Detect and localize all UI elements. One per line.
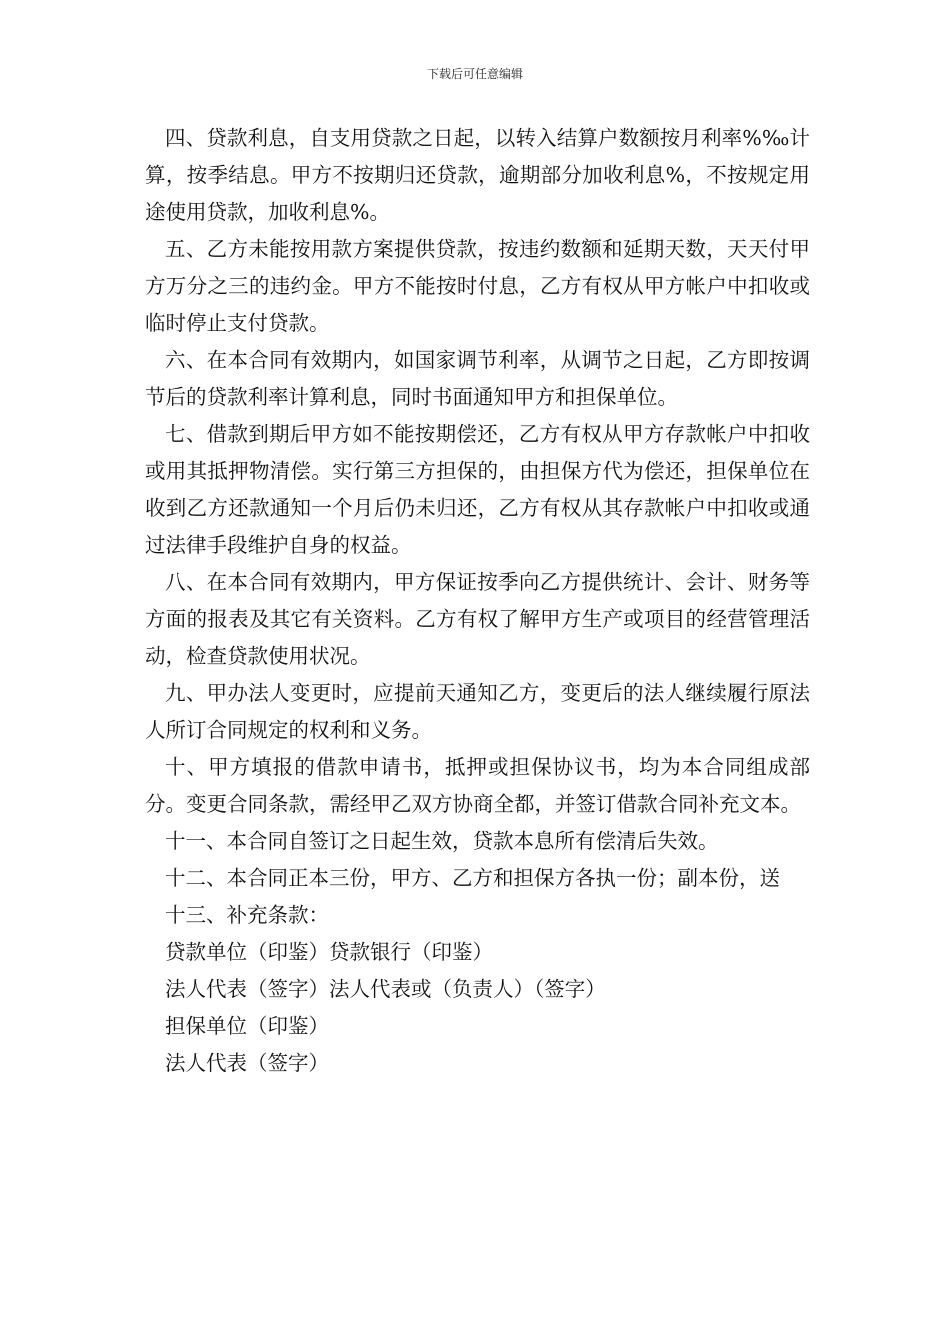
signature-line-representatives: 法人代表（签字）法人代表或（负责人）（签字）	[165, 977, 606, 1001]
page-header-note: 下载后可任意编辑	[426, 67, 523, 81]
signature-line-guarantor: 担保单位（印鉴）	[165, 1014, 329, 1038]
clause-12-copies: 十二、本合同正本三份，甲方、乙方和担保方各执一份；副本份，送	[165, 866, 780, 890]
clause-5-penalty: 五、乙方未能按用款方案提供贷款，按违约数额和延期天数，天天付甲方万分之三的违约金。甲方不能按时付息，乙方有权从甲方帐户中扣收或临时停止支付贷款。	[145, 237, 810, 335]
document-body	[145, 120, 810, 1082]
clause-6-rate-adjustment: 六、在本合同有效期内，如国家调节利率，从调节之日起，乙方即按调节后的贷款利率计算利息，同时书面通知甲方和担保单位。	[145, 348, 810, 409]
signature-line-guarantor-representative: 法人代表（签字）	[165, 1051, 329, 1075]
clause-8-reporting: 八、在本合同有效期内，甲方保证按季向乙方提供统计、会计、财务等方面的报表及其它有关资料。乙方有权了解甲方生产或项目的经营管理活动，检查贷款使用状况。	[145, 570, 810, 668]
clause-13-supplementary: 十三、补充条款：	[165, 903, 329, 927]
clause-4-interest: 四、贷款利息，自支用贷款之日起，以转入结算户数额按月利率%‰计算，按季结息。甲方不按期归还贷款，逾期部分加收利息%，不按规定用途使用贷款，加收利息%。	[145, 126, 810, 224]
signature-line-borrower-bank: 贷款单位（印鉴）贷款银行（印鉴）	[165, 940, 493, 964]
clause-9-legal-person-change: 九、甲办法人变更时，应提前天通知乙方，变更后的法人继续履行原法人所订合同规定的权利和义务。	[145, 681, 810, 742]
clause-10-supplements: 十、甲方填报的借款申请书，抵押或担保协议书，均为本合同组成部分。变更合同条款，需经甲乙双方协商全都，并签订借款合同补充文本。	[145, 755, 810, 816]
clause-11-effective: 十一、本合同自签订之日起生效，贷款本息所有偿清后失效。	[165, 829, 719, 853]
clause-7-repayment: 七、借款到期后甲方如不能按期偿还，乙方有权从甲方存款帐户中扣收或用其抵押物清偿。实行第三方担保的，由担保方代为偿还，担保单位在收到乙方还款通知一个月后仍未归还，乙方有权从其存款帐户中扣收或通过法律手段维护自身的权益。	[145, 422, 810, 557]
